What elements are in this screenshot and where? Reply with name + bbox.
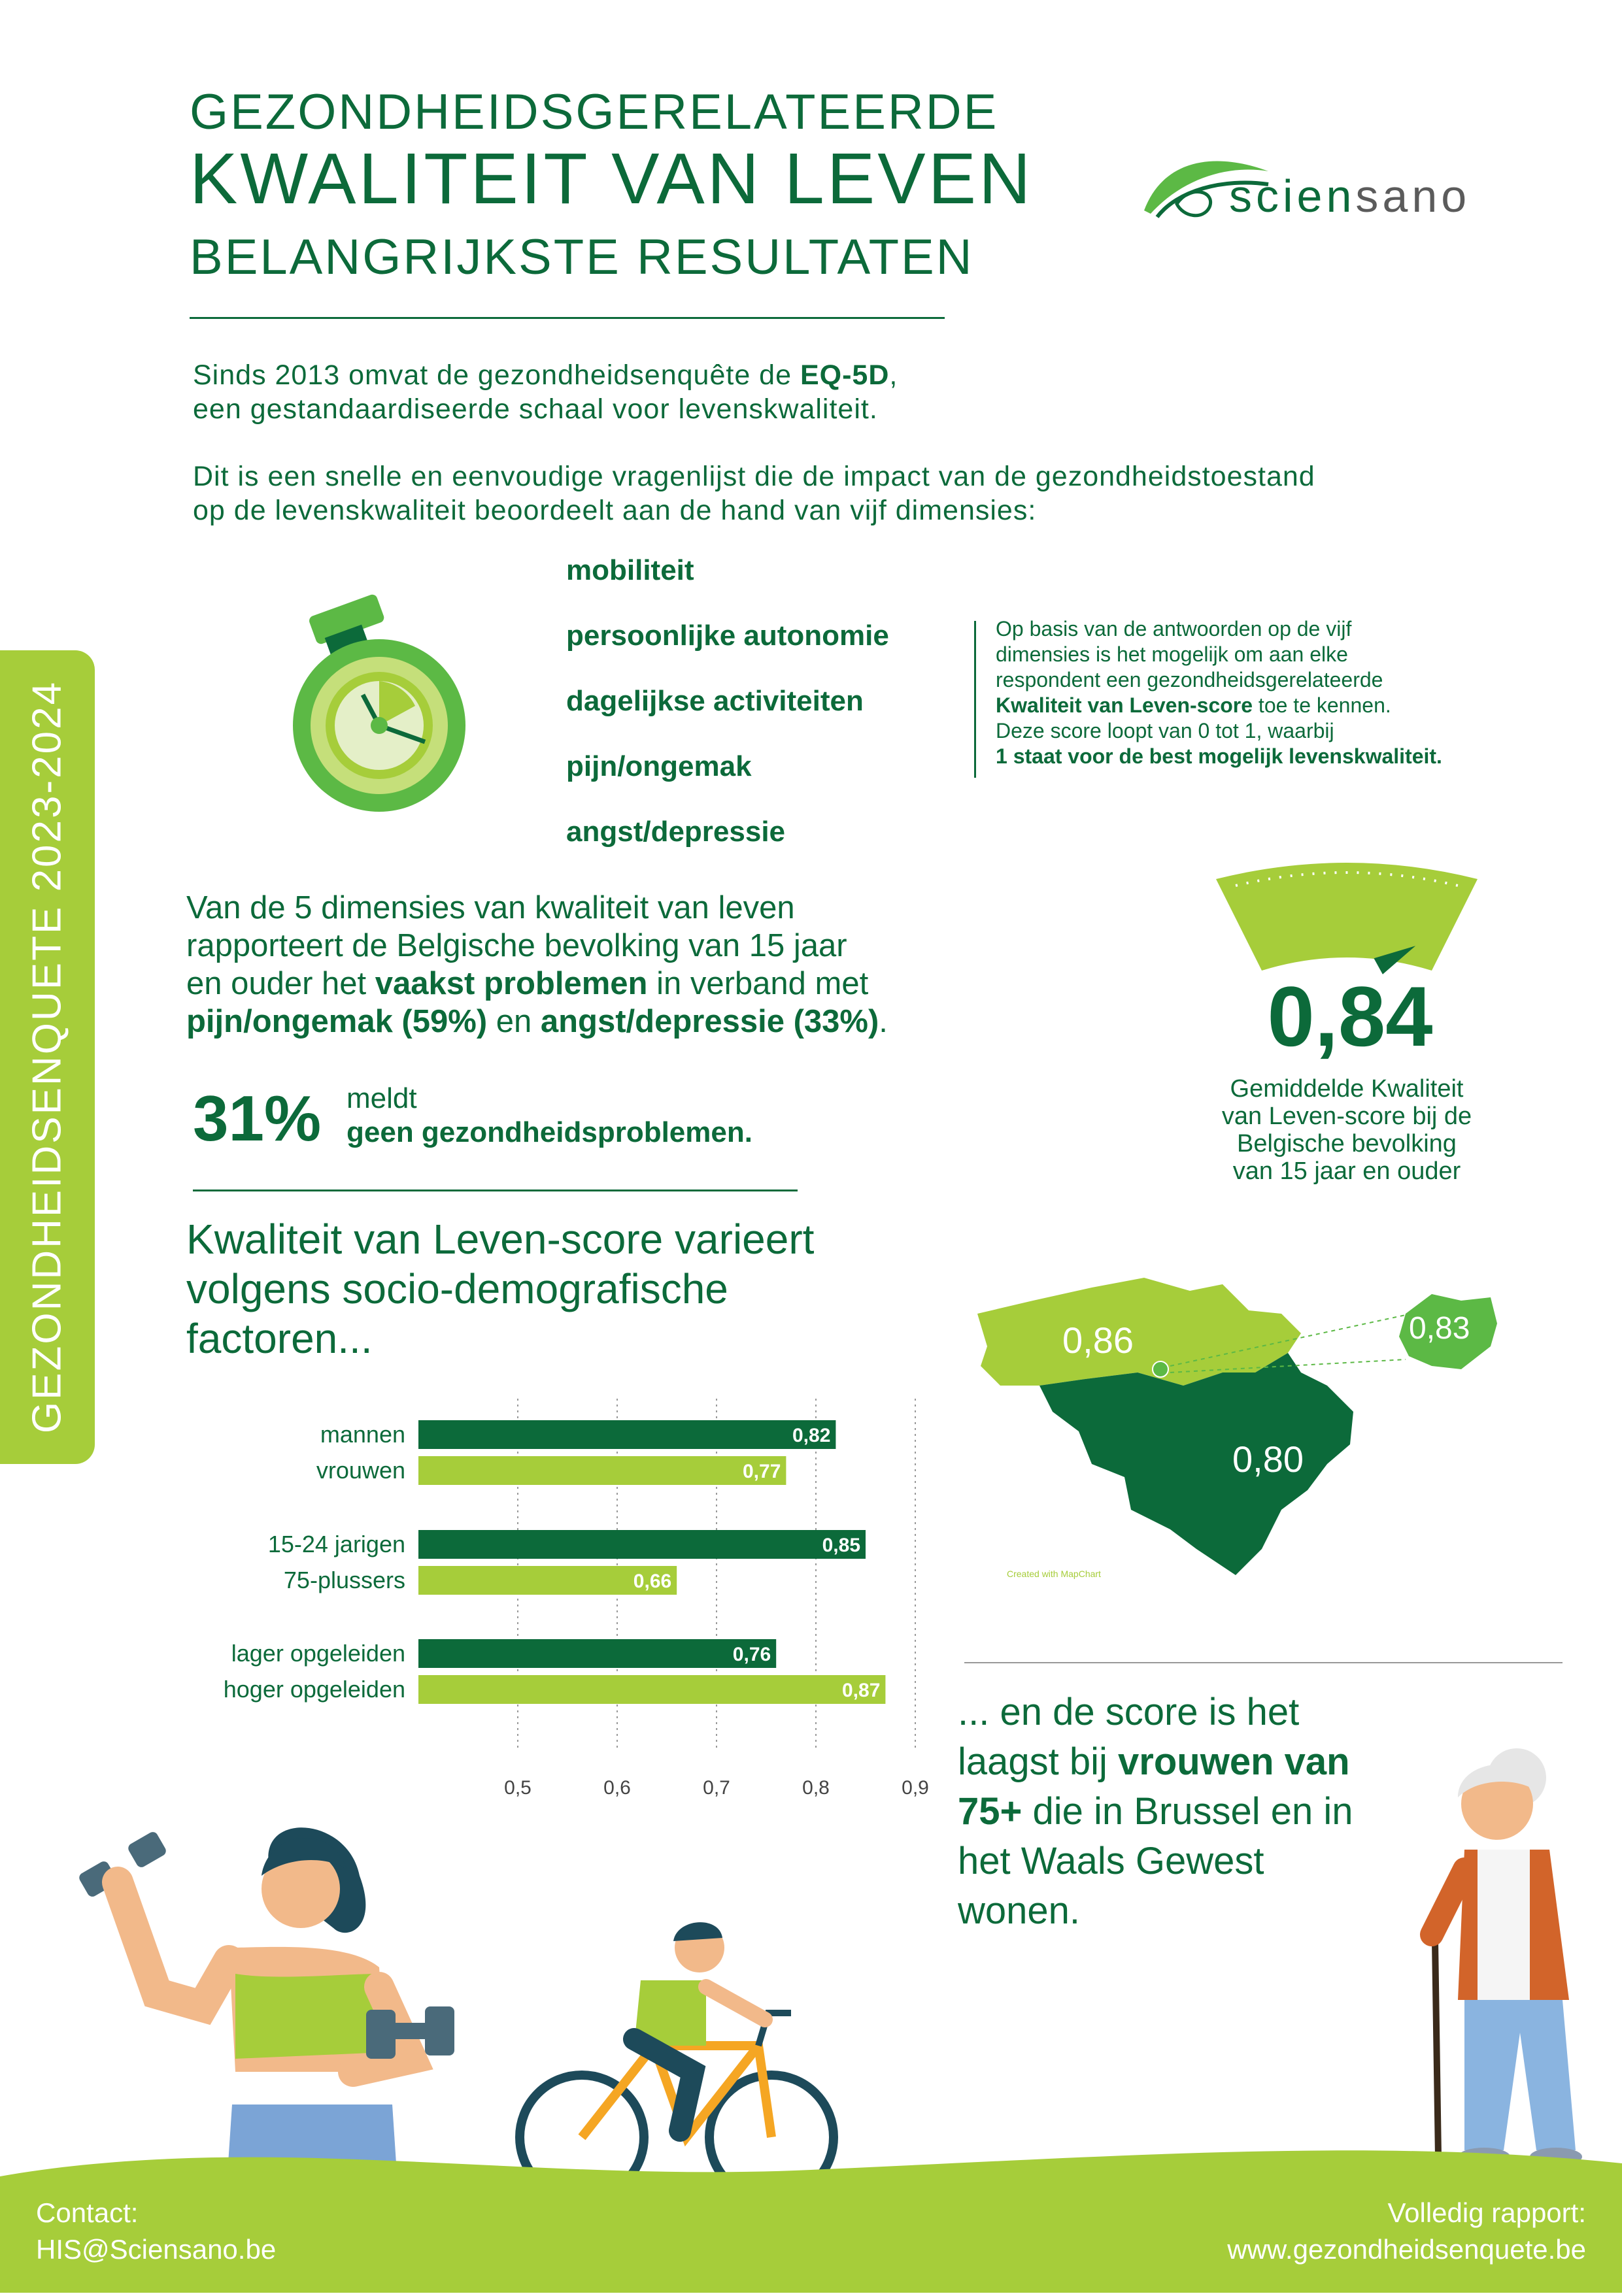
- note-line: respondent een gezondheidsgerelateerde: [996, 668, 1383, 691]
- category-label: lager opgeleiden: [231, 1640, 405, 1667]
- bar-value-label: 0,82: [792, 1425, 831, 1446]
- brussels-region: [1153, 1361, 1168, 1377]
- x-tick-label: 0,8: [802, 1777, 830, 1799]
- note-line: toe te kennen.: [1253, 693, 1391, 717]
- section2-heading: [186, 1214, 814, 1363]
- dimension-item: pijn/ongemak: [566, 750, 752, 782]
- note-line: Deze score loopt van 0 tot 1, waarbij: [996, 719, 1334, 742]
- map-value-flanders: 0,86: [1062, 1320, 1134, 1361]
- category-label: mannen: [320, 1421, 405, 1448]
- bar: [418, 1530, 866, 1559]
- no-problems-text: [346, 1082, 752, 1150]
- bar-value-label: 0,77: [743, 1461, 781, 1482]
- side-tab: [0, 650, 95, 1464]
- gauge-caption-line: van 15 jaar en ouder: [1232, 1157, 1461, 1185]
- contact-email-link[interactable]: HIS@Sciensano.be: [36, 2234, 277, 2265]
- title-divider: [190, 317, 945, 319]
- dimension-item: dagelijkse activiteiten: [566, 685, 864, 717]
- problems-line: en: [487, 1004, 541, 1039]
- note-bold: Kwaliteit van Leven-score: [996, 693, 1253, 717]
- category-label: hoger opgeleiden: [223, 1676, 405, 1703]
- dimension-item: angst/depressie: [566, 816, 786, 848]
- gauge-meter: [1209, 853, 1484, 984]
- footer-report: [1227, 2195, 1586, 2268]
- report-label: Volledig rapport:: [1387, 2197, 1586, 2228]
- contact-label: Contact:: [36, 2197, 139, 2228]
- intro-text: Sinds 2013 omvat de gezondheidsenquête de: [193, 359, 800, 391]
- x-tick-label: 0,6: [603, 1777, 631, 1799]
- map-value-brussels: 0,83: [1409, 1311, 1470, 1346]
- problems-line: en ouder het: [186, 966, 375, 1001]
- gauge-value: 0,84: [1267, 969, 1433, 1064]
- intro-text: op de levenskwaliteit beoordeelt aan de hand van vijf dimensies:: [193, 495, 1037, 526]
- bar-value-label: 0,87: [842, 1680, 881, 1701]
- note-line: dimensies is het mogelijk om aan elke: [996, 642, 1348, 666]
- problems-bold: angst/depressie (33%): [540, 1004, 879, 1039]
- bar: [418, 1456, 786, 1485]
- problems-paragraph: [186, 889, 888, 1040]
- map-value-wallonia: 0,80: [1232, 1439, 1304, 1480]
- intro-paragraph-2: [193, 459, 1315, 527]
- bar-value-label: 0,66: [633, 1571, 672, 1592]
- gauge-caption-line: van Leven-score bij de: [1221, 1103, 1472, 1130]
- x-tick-label: 0,9: [902, 1777, 929, 1799]
- eq5d-label: EQ-5D: [800, 359, 890, 391]
- side-note-divider: [974, 621, 976, 778]
- note-line: Op basis van de antwoorden op de vijf: [996, 617, 1352, 641]
- title-line-1: GEZONDHEIDSGERELATEERDE: [190, 84, 999, 140]
- bar-chart: [170, 1399, 929, 1810]
- logo-text-b: sano: [1355, 171, 1471, 222]
- conclusion-bold: vrouwen van: [1118, 1740, 1350, 1783]
- bar-value-label: 0,85: [822, 1535, 860, 1556]
- logo-text-a: scien: [1229, 171, 1356, 222]
- x-tick-label: 0,7: [703, 1777, 730, 1799]
- title-line-2: KWALITEIT VAN LEVEN: [190, 139, 1034, 219]
- conclusion-line: die in Brussel en in: [1022, 1790, 1353, 1833]
- no-problems-line: geen gezondheidsproblemen.: [346, 1116, 752, 1148]
- conclusion-line: het Waals Gewest: [958, 1840, 1264, 1882]
- x-tick-label: 0,5: [504, 1777, 532, 1799]
- section-divider: [193, 1190, 798, 1191]
- problems-bold: vaakst problemen: [375, 966, 648, 1001]
- problems-line: .: [879, 1004, 888, 1039]
- side-tab-label: GEZONDHEIDSENQUETE 2023-2024: [24, 680, 70, 1434]
- bar: [418, 1675, 885, 1704]
- category-label: 75-plussers: [283, 1567, 405, 1593]
- section2-line: volgens socio-demografische: [186, 1265, 728, 1312]
- dimension-item: persoonlijke autonomie: [566, 620, 889, 652]
- wallonia-region: [1039, 1353, 1353, 1575]
- conclusion-text: [958, 1688, 1353, 1936]
- section2-line: factoren...: [186, 1315, 373, 1362]
- map-credit: Created with MapChart: [1007, 1569, 1101, 1579]
- gauge-caption-line: Gemiddelde Kwaliteit: [1230, 1075, 1464, 1103]
- flanders-region: [977, 1278, 1301, 1386]
- title-line-3: BELANGRIJKSTE RESULTATEN: [190, 229, 974, 285]
- report-url-link[interactable]: www.gezondheidsenquete.be: [1227, 2234, 1586, 2265]
- no-problems-line: meldt: [346, 1082, 417, 1114]
- bar-value-label: 0,76: [732, 1644, 771, 1665]
- gauge-caption: [1167, 1075, 1527, 1185]
- category-label: 15-24 jarigen: [267, 1531, 405, 1557]
- footer-contact: [36, 2195, 276, 2268]
- gauge-caption-line: Belgische bevolking: [1237, 1130, 1457, 1157]
- intro-text: Dit is een snelle en eenvoudige vragenlijst die de impact van de gezondheidstoestand: [193, 461, 1315, 492]
- woman-with-dumbbells-illustration: [72, 1797, 477, 2203]
- elderly-woman-illustration: [1406, 1725, 1595, 2176]
- conclusion-divider: [964, 1662, 1563, 1663]
- bar: [418, 1639, 776, 1668]
- category-label: vrouwen: [316, 1457, 405, 1484]
- no-problems-pct: 31%: [193, 1082, 322, 1154]
- conclusion-line: wonen.: [958, 1889, 1081, 1932]
- intro-paragraph-1: [193, 358, 898, 426]
- bar: [418, 1420, 836, 1449]
- problems-line: Van de 5 dimensies van kwaliteit van leven: [186, 890, 795, 925]
- sciensano-logo: [1138, 145, 1491, 224]
- section2-line: Kwaliteit van Leven-score varieert: [186, 1216, 815, 1263]
- problems-bold: pijn/ongemak (59%): [186, 1004, 488, 1039]
- intro-text: ,: [889, 359, 898, 391]
- problems-line: rapporteert de Belgische bevolking van 15 jaar: [186, 928, 847, 963]
- stopwatch-icon: [275, 585, 471, 820]
- dimension-item: mobiliteit: [566, 554, 694, 586]
- conclusion-line: laagst bij: [958, 1740, 1119, 1783]
- chart-canvas: [170, 1399, 929, 1810]
- intro-text: een gestandaardiseerde schaal voor levenskwaliteit.: [193, 393, 878, 425]
- conclusion-line: ... en de score is het: [958, 1691, 1300, 1733]
- note-bold: 1 staat voor de best mogelijk levenskwaliteit.: [996, 744, 1442, 768]
- problems-line: in verband met: [647, 966, 869, 1001]
- conclusion-bold: 75+: [958, 1790, 1022, 1833]
- belgium-map: [974, 1274, 1517, 1588]
- score-explanation: [996, 616, 1442, 769]
